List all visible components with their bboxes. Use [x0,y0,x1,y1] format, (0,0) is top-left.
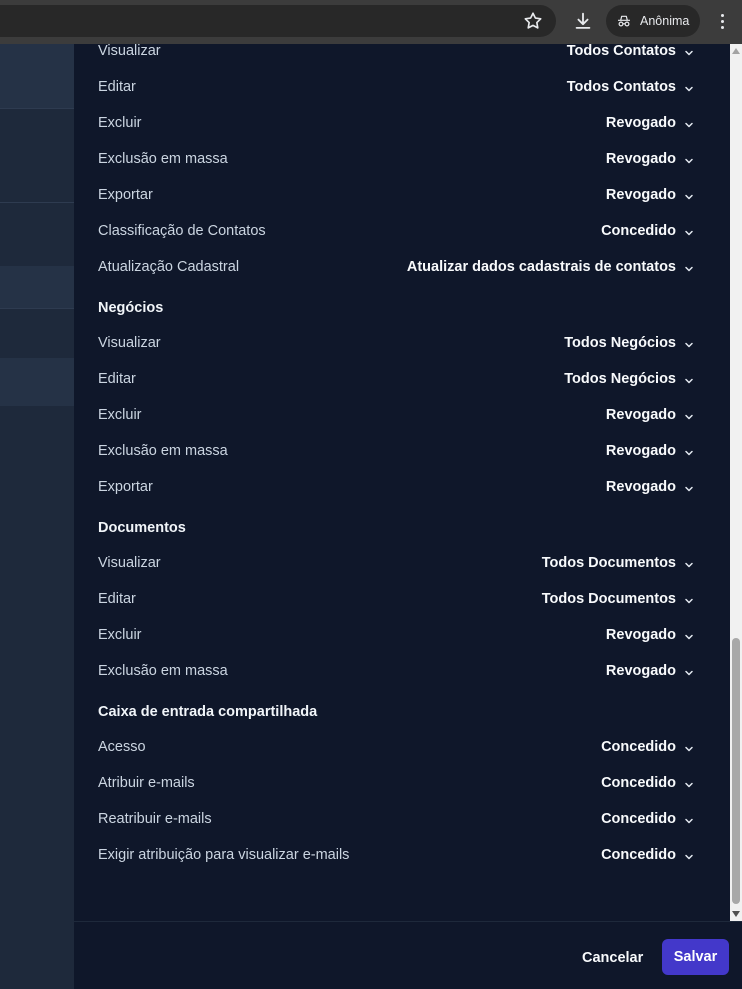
permission-value: Revogado [605,187,676,203]
permission-value: Atualizar dados cadastrais de contatos [406,259,676,275]
scroll-down-icon[interactable] [732,911,740,917]
download-icon[interactable] [572,10,594,32]
permission-select[interactable] [606,407,694,423]
permission-row [98,545,694,581]
permission-select[interactable] [601,775,694,791]
chevron-down-icon [684,82,694,92]
permission-label: Excluir [98,115,142,131]
permission-label: Excluir [98,407,142,423]
permission-select[interactable] [606,115,694,131]
permission-select[interactable] [606,627,694,643]
incognito-label: Anônima [640,14,690,28]
permission-label: Exportar [98,479,153,495]
chevron-down-icon [684,154,694,164]
section-title: Caixa de entrada compartilhada [98,704,318,720]
permission-value: Todos Negócios [564,335,676,351]
permission-select[interactable] [606,187,694,203]
panel-scrollbar[interactable] [730,44,742,921]
permission-select[interactable] [564,371,694,387]
chevron-down-icon [684,814,694,824]
permission-label: Exportar [98,187,153,203]
permission-select[interactable] [567,79,694,95]
permission-select[interactable] [606,443,694,459]
permission-label: Atribuir e-mails [98,775,195,791]
permission-label: Exigir atribuição para visualizar e-mails [98,847,350,863]
permission-label: Atualização Cadastral [98,259,240,275]
permission-row [98,469,694,505]
permission-row [98,801,694,837]
chevron-down-icon [684,374,694,384]
permission-value: Revogado [605,627,676,643]
permissions-panel [74,44,742,989]
chevron-down-icon [684,778,694,788]
star-icon[interactable] [522,10,544,32]
chevron-down-icon [684,594,694,604]
permission-select[interactable] [542,591,694,607]
permission-row [98,44,694,69]
permission-row [98,729,694,765]
section-title: Negócios [98,300,164,316]
permission-row [98,325,694,361]
permission-label: Visualizar [98,44,161,59]
permission-value: Todos Negócios [564,371,676,387]
chevron-down-icon [684,742,694,752]
scroll-up-icon[interactable] [732,48,740,54]
permissions-list [98,44,694,873]
permission-row [98,105,694,141]
chevron-down-icon [684,262,694,272]
permission-label: Acesso [98,739,146,755]
chevron-down-icon [684,482,694,492]
permission-label: Visualizar [98,555,161,571]
save-button[interactable]: Salvar [662,939,729,975]
permission-label: Editar [98,371,136,387]
more-vert-icon[interactable] [714,10,730,32]
chevron-down-icon [684,338,694,348]
permission-select[interactable] [601,223,694,239]
permission-value: Todos Contatos [566,44,676,59]
permission-select[interactable] [606,151,694,167]
browser-toolbar [0,0,742,44]
permission-select[interactable] [601,811,694,827]
permission-value: Concedido [601,847,676,863]
permission-label: Reatribuir e-mails [98,811,212,827]
chevron-down-icon [684,118,694,128]
permission-label: Classificação de Contatos [98,223,266,239]
permission-row [98,249,694,285]
permission-label: Exclusão em massa [98,663,228,679]
permission-row [98,837,694,873]
permission-select[interactable] [606,663,694,679]
permission-select[interactable] [407,259,694,275]
permission-value: Revogado [605,663,676,679]
permission-label: Visualizar [98,335,161,351]
permission-row [98,69,694,105]
permission-value: Revogado [605,115,676,131]
permission-select[interactable] [564,335,694,351]
permission-row [98,653,694,689]
chevron-down-icon [684,190,694,200]
chevron-down-icon [684,46,694,56]
permission-label: Editar [98,79,136,95]
chevron-down-icon [684,558,694,568]
permission-value: Concedido [601,739,676,755]
permission-select[interactable] [567,44,694,59]
permission-row [98,213,694,249]
permission-row [98,581,694,617]
incognito-icon [616,13,632,29]
chevron-down-icon [684,630,694,640]
permission-value: Todos Contatos [566,79,676,95]
permission-label: Editar [98,591,136,607]
incognito-badge[interactable] [606,5,700,37]
permission-label: Exclusão em massa [98,443,228,459]
permission-value: Revogado [605,407,676,423]
permission-row [98,177,694,213]
permission-label: Exclusão em massa [98,151,228,167]
address-bar[interactable] [0,5,556,37]
permission-select[interactable] [606,479,694,495]
permission-value: Revogado [605,151,676,167]
permission-row [98,141,694,177]
chevron-down-icon [684,446,694,456]
permission-value: Todos Documentos [541,555,676,571]
permission-row [98,765,694,801]
permission-label: Excluir [98,627,142,643]
scrollbar-thumb[interactable] [732,638,740,904]
permission-value: Concedido [601,811,676,827]
permission-row [98,433,694,469]
permission-row [98,617,694,653]
chevron-down-icon [684,226,694,236]
permission-value: Revogado [605,479,676,495]
permission-select[interactable] [542,555,694,571]
permission-value: Revogado [605,443,676,459]
permission-value: Concedido [601,775,676,791]
background-app-pane [0,44,74,989]
chevron-down-icon [684,410,694,420]
chevron-down-icon [684,666,694,676]
permission-row [98,361,694,397]
chevron-down-icon [684,850,694,860]
section-title: Documentos [98,520,186,536]
cancel-button[interactable]: Cancelar [570,940,655,976]
permission-row [98,397,694,433]
permission-select[interactable] [601,847,694,863]
panel-footer [74,921,742,989]
permission-value: Concedido [601,223,676,239]
permission-select[interactable] [601,739,694,755]
permission-value: Todos Documentos [541,591,676,607]
